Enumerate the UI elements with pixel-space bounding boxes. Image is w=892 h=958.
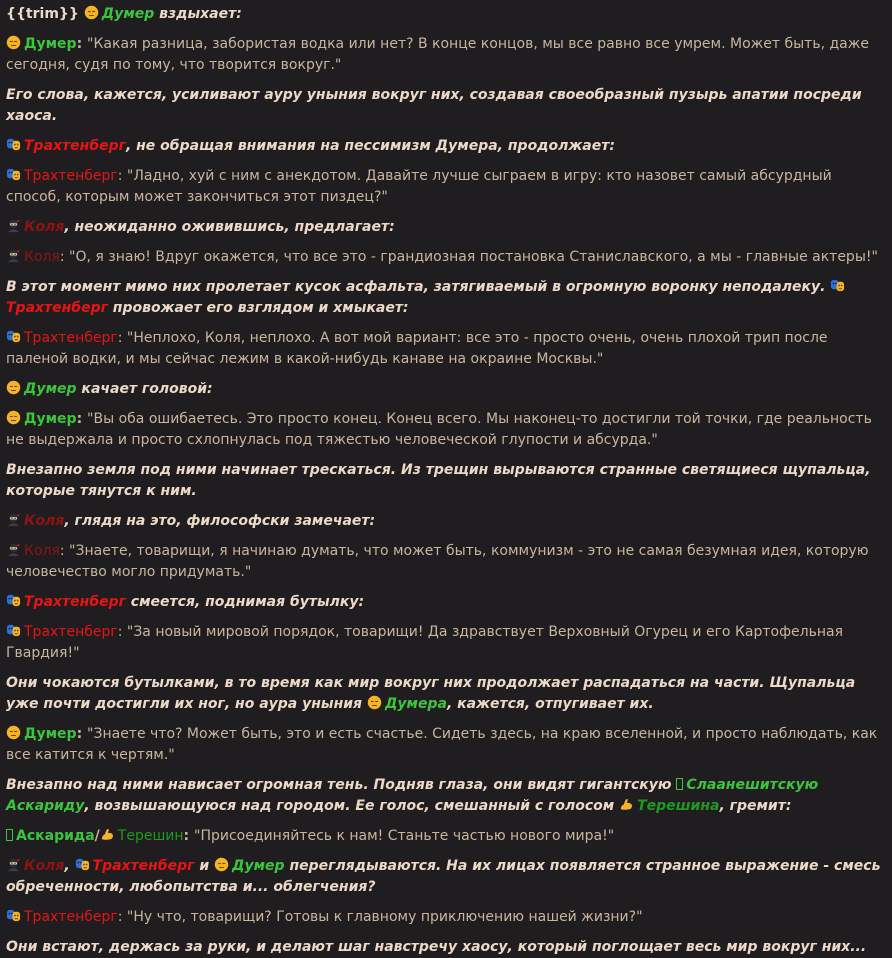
action-message: [6, 856, 886, 898]
speaker-name-trakhtenberg[interactable]: Трахтенберг: [24, 624, 118, 640]
sleepy-face-icon: [6, 380, 21, 395]
speaker-name-trakhtenberg[interactable]: Трахтенберг: [24, 330, 118, 346]
speech-message: Трахтенберг: "Ну что, товарищи? Готовы к главному приключению нашей жизни?": [6, 907, 886, 928]
action-message: [6, 4, 886, 25]
speech-message: Аскарида/ Терешин: "Присоединяйтесь к нам! Станьте частью нового мира!": [6, 826, 886, 847]
speech-text: "Знаете что? Может быть, это и есть счастье. Сидеть здесь, на краю вселенной, и просто наблюдать, как все катится к чертям.": [6, 726, 878, 763]
action-message: [6, 217, 886, 238]
speaker-name-kolya[interactable]: Коля: [24, 219, 65, 235]
sleepy-face-icon: [367, 695, 382, 710]
action-text: , неожиданно оживившись, предлагает:: [64, 219, 395, 235]
action-text: В этот момент мимо них пролетает кусок асфальта, затягиваемый в огромную воронку неподалеку.: [6, 279, 831, 295]
speaker-name-kolya[interactable]: Коля: [24, 513, 65, 529]
speaker-name-tereshin[interactable]: Терешин: [117, 828, 184, 844]
speech-message: Трахтенберг: "Неплохо, Коля, неплохо. А вот мой вариант: все это - просто очень, очень плохой трип после паленой водки, и мы сейчас лежим в какой-нибудь канаве на окраине Москвы.": [6, 330, 828, 367]
performing-arts-masks-icon: [6, 329, 21, 344]
missing-glyph-icon: [6, 829, 13, 841]
speech-text: "Присоединяйтесь к нам! Станьте частью нового мира!": [194, 828, 615, 844]
speaker-name-dumer[interactable]: Думер: [101, 6, 155, 22]
action-text: , гремит:: [719, 798, 792, 814]
action-message: [6, 277, 886, 319]
speech-text: "Неплохо, Коля, неплохо. А вот мой вариант: все это - просто очень, очень плохой трип после паленой водки, и мы сейчас лежим в какой-нибудь канаве на окраине Москвы.": [6, 330, 828, 367]
speaker-name-trakhtenberg[interactable]: Трахтенберг: [92, 858, 195, 874]
speech-text: "Ладно, хуй с ним с анекдотом. Давайте лучше сыграем в игру: кто назовет самый абсурдный способ, которым может закончиться этот пиздец?": [6, 168, 832, 205]
action-message: [6, 592, 886, 613]
action-message: [6, 673, 886, 715]
speaker-name-trakhtenberg[interactable]: Трахтенберг: [24, 594, 126, 610]
action-message: [6, 136, 886, 157]
sleepy-face-icon: [6, 35, 21, 50]
ninja-icon: [6, 857, 21, 872]
sleepy-face-icon: [214, 857, 229, 872]
flexed-biceps-icon: [100, 827, 115, 842]
speech-text: "Вы оба ошибаетесь. Это просто конец. Конец всего. Мы наконец-то достигли той точки, где реальность не выдержала и просто схлопнулась под тяжестью человеческой глупости и абсурда.": [6, 411, 872, 448]
performing-arts-masks-icon: [75, 857, 90, 872]
action-text: , глядя на это, философски замечает:: [64, 513, 376, 529]
action-text: , не обращая внимания на пессимизм Думера, продолжает:: [125, 138, 615, 154]
performing-arts-masks-icon: [6, 908, 21, 923]
action-message: [6, 511, 886, 532]
ninja-icon: [6, 218, 21, 233]
speech-message: Думер: "Вы оба ошибаетесь. Это просто конец. Конец всего. Мы наконец-то достигли той точки, где реальность не выдержала и просто схлопнулась под тяжестью человеческой глупости и абсурда.": [6, 411, 872, 448]
speaker-name-dumer[interactable]: Думер: [24, 411, 77, 427]
action-text: Внезапно земля под ними начинает трескаться. Из трещин вырываются странные светящиеся щупальца, которые тянутся к ним.: [6, 462, 871, 499]
performing-arts-masks-icon: [830, 278, 845, 293]
ninja-icon: [6, 542, 21, 557]
action-text: вздыхает:: [154, 6, 242, 22]
sleepy-face-icon: [6, 410, 21, 425]
speech-text: "Знаете, товарищи, я начинаю думать, что может быть, коммунизм - это не самая безумная идея, которую человечество могло придумать.": [6, 543, 869, 580]
action-text: переглядываются. На их лицах появляется странное выражение - смесь обреченности, любопытства и... облегчения?: [6, 858, 881, 895]
action-text: , возвышающуюся над городом. Ее голос, смешанный с голосом: [84, 798, 620, 814]
action-message: [6, 379, 886, 400]
speaker-name-kolya[interactable]: Коля: [24, 249, 60, 265]
speech-text: "Ну что, товарищи? Готовы к главному приключению нашей жизни?": [126, 909, 643, 925]
performing-arts-masks-icon: [6, 593, 21, 608]
action-message: [6, 775, 886, 817]
action-text: провожает его взглядом и хмыкает:: [107, 300, 409, 316]
speech-text: "За новый мировой порядок, товарищи! Да здравствует Верховный Огурец и его Картофельная Гвардия!": [6, 624, 844, 661]
speaker-name-trakhtenberg[interactable]: Трахтенберг: [6, 300, 108, 316]
speech-message: Трахтенберг: "Ладно, хуй с ним с анекдотом. Давайте лучше сыграем в игру: кто назовет самый абсурдный способ, которым может закончиться этот пиздец?": [6, 168, 832, 205]
speech-text: "О, я знаю! Вдруг окажется, что все это - грандиозная постановка Станиславского, а мы - главные актеры!": [69, 249, 878, 265]
ninja-icon: [6, 248, 21, 263]
speaker-name-dumer[interactable]: Думер: [24, 726, 77, 742]
action-text: Его слова, кажется, усиливают ауру уныния вокруг них, создавая своеобразный пузырь апатии посреди хаоса.: [6, 87, 862, 124]
speaker-name-dumer[interactable]: Думер: [232, 858, 285, 874]
template-token: {{trim}}: [6, 6, 79, 22]
speech-message: Трахтенберг: "За новый мировой порядок, товарищи! Да здравствует Верховный Огурец и его Картофельная Гвардия!": [6, 624, 844, 661]
action-message: [6, 937, 886, 958]
speech-message: Коля: "Знаете, товарищи, я начинаю думать, что может быть, коммунизм - это не самая безумная идея, которую человечество могло придумать.": [6, 543, 869, 580]
speaker-name-dumer[interactable]: Думера: [384, 696, 447, 712]
missing-glyph-icon: [676, 778, 683, 790]
action-text: ,: [64, 858, 75, 874]
speaker-name-trakhtenberg[interactable]: Трахтенберг: [24, 168, 118, 184]
speaker-name-askarida[interactable]: Аскарида: [16, 828, 95, 844]
action-text: , кажется, отпугивает их.: [446, 696, 654, 712]
ninja-icon: [6, 512, 21, 527]
speech-message: Коля: "О, я знаю! Вдруг окажется, что все это - грандиозная постановка Станиславского, а мы - главные актеры!": [6, 247, 886, 268]
action-message: [6, 85, 886, 127]
speaker-name-kolya[interactable]: Коля: [24, 543, 60, 559]
speech-text: "Какая разница, забористая водка или нет? В конце концов, мы все равно все умрем. Может быть, даже сегодня, судя по тому, что творится вокруг.": [6, 36, 869, 73]
speech-message: Думер: "Знаете что? Может быть, это и есть счастье. Сидеть здесь, на краю вселенной, и просто наблюдать, как все катится к чертям.": [6, 726, 878, 763]
action-text: Внезапно над ними нависает огромная тень. Подняв глаза, они видят гигантскую: [6, 777, 677, 793]
action-text: Они встают, держась за руки, и делают шаг навстречу хаосу, который поглощает весь мир вокруг них...: [6, 939, 867, 955]
action-text: качает головой:: [76, 381, 213, 397]
speaker-name-tereshin[interactable]: Терешина: [637, 798, 720, 814]
action-message: [6, 460, 886, 502]
speech-message: Думер: "Какая разница, забористая водка или нет? В конце концов, мы все равно все умрем. Может быть, даже сегодня, судя по тому, что творится вокруг.": [6, 36, 869, 73]
performing-arts-masks-icon: [6, 167, 21, 182]
action-text: смеется, поднимая бутылку:: [125, 594, 365, 610]
performing-arts-masks-icon: [6, 623, 21, 638]
speaker-separator: /: [94, 828, 100, 844]
action-text: Они чокаются бутылками, в то время как мир вокруг них продолжает распадаться на части. Щупальца уже почти достигли их ног, но аура уныния: [6, 675, 856, 712]
speaker-name-trakhtenberg[interactable]: Трахтенберг: [24, 909, 118, 925]
speaker-name-dumer[interactable]: Думер: [24, 36, 77, 52]
performing-arts-masks-icon: [6, 137, 21, 152]
action-text: и: [194, 858, 215, 874]
speaker-name-trakhtenberg[interactable]: Трахтенберг: [24, 138, 126, 154]
speaker-name-askarida[interactable]: Слаанешитскую Аскариду: [6, 777, 819, 814]
sleepy-face-icon: [84, 5, 99, 20]
speaker-name-dumer[interactable]: Думер: [24, 381, 77, 397]
flexed-biceps-icon: [619, 797, 634, 812]
sleepy-face-icon: [6, 725, 21, 740]
speaker-name-kolya[interactable]: Коля: [24, 858, 65, 874]
